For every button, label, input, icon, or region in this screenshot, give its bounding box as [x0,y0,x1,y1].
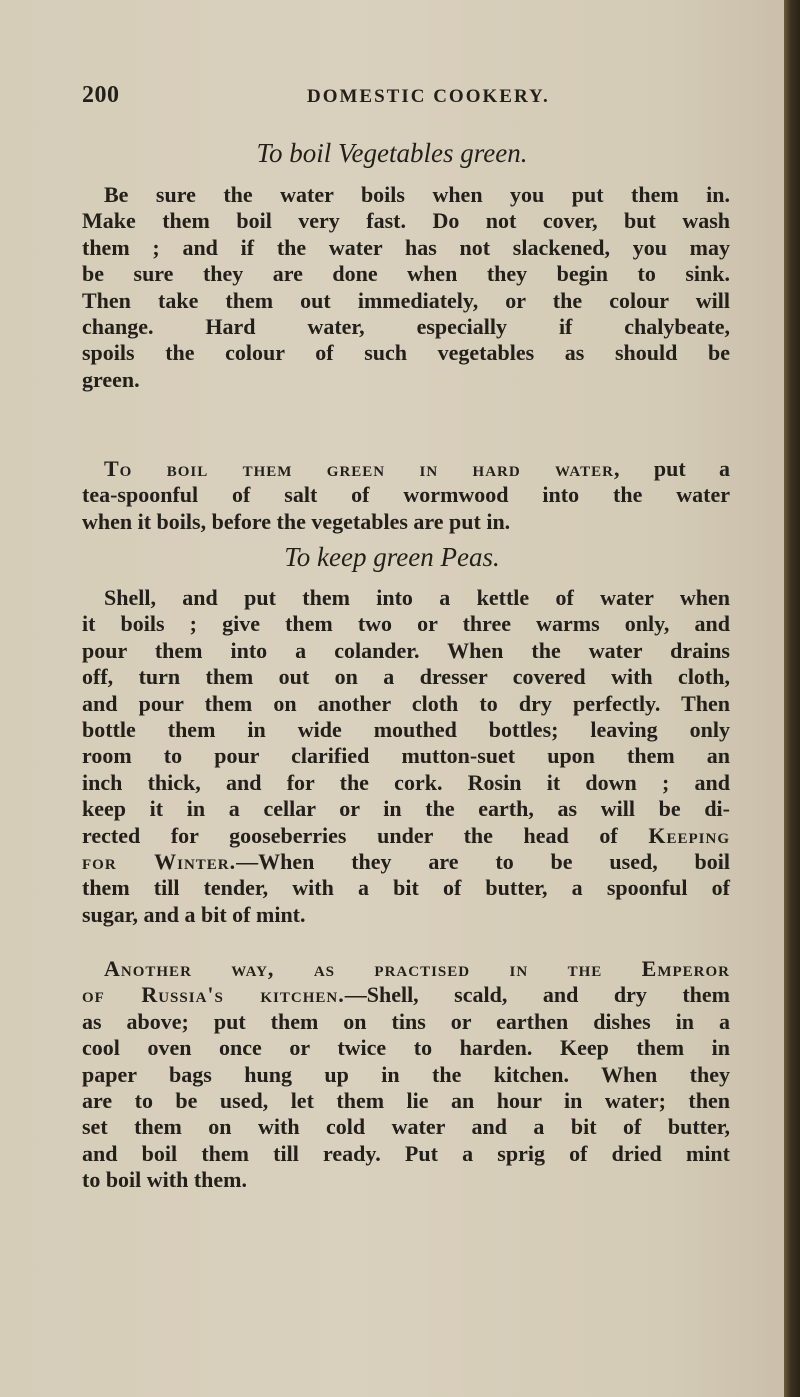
small-caps-ref: Keeping [648,822,731,848]
text-line: Then take them out immediately, or the colour will [82,287,730,313]
text-line: change. Hard water, especially if chalybeate, [82,314,730,340]
heading-boil-vegetables: To boil Vegetables green. [256,138,528,168]
paragraph-another-way [82,956,730,1194]
text-line: keep it in a cellar or in the earth, as will be di- [82,796,730,822]
book-title: DOMESTIC COOKERY. [307,86,550,107]
text-line [82,956,730,982]
text-line: when it boils, before the vegetables are put in. [82,508,511,534]
text-line: bottle them in wide mouthed bottles; leaving only [82,717,730,743]
text-line: to boil with them. [82,1167,247,1193]
line-rest: —When they are to be used, boil [236,849,731,875]
text-line: them till tender, with a bit of butter, a spoonful of [82,875,730,901]
text-line: Shell, and put them into a kettle of water when [104,585,730,610]
text-line: tea-spoonful of salt of wormwood into the water [82,482,730,508]
text-line: pour them into a colander. When the water drains [82,637,730,663]
small-caps-lead: Another way, as practised in the Emperor [104,956,730,981]
text-line: be sure they are done when they begin to sink. [82,261,730,287]
heading-keep-peas: To keep green Peas. [284,542,500,572]
page-number: 200 [82,82,120,108]
text-line: green. [82,366,140,392]
text-line: paper bags hung up in the kitchen. When they [82,1061,730,1087]
text-line: as above; put them on tins or earthen dishes in a [82,1008,730,1034]
text-line: cool oven once or twice to harden. Keep them in [82,1035,730,1061]
text-line: set them on with cold water and a bit of butter, [82,1114,730,1140]
text-line: Be sure the water boils when you put them in. [104,182,730,207]
text-line: sugar, and a bit of mint. [82,901,306,927]
text-line: them ; and if the water has not slackened, you may [82,234,730,260]
small-caps-ref: for Winter. [82,849,237,875]
text-line [82,849,730,875]
line-rest: put a [653,456,731,481]
text-line: off, turn them out on a dresser covered with cloth, [82,664,730,690]
text-line: and boil them till ready. Put a sprig of dried mint [82,1140,730,1166]
paragraph-keep-peas [82,585,730,928]
paragraph-hard-water [82,456,730,535]
text-line: room to pour clarified mutton-suet upon them an [82,743,730,769]
paragraph-boil-vegetables [82,182,730,393]
line-rest: —Shell, scald, and dry them [344,982,730,1008]
text-line: it boils ; give them two or three warms only, and [82,611,730,637]
text-line [82,456,730,482]
text-line [82,823,730,849]
small-caps-lead: of Russia's kitchen. [82,982,345,1008]
text-line [82,982,730,1008]
text-line: spoils the colour of such vegetables as should be [82,340,730,366]
text-line: inch thick, and for the cork. Rosin it down ; and [82,769,730,795]
text-line: Make them boil very fast. Do not cover, but wash [82,208,730,234]
text-line: and pour them on another cloth to dry perfectly. Then [82,690,730,716]
text-line: are to be used, let them lie an hour in water; then [82,1088,730,1114]
small-caps-lead: To boil them green in hard water, [104,456,621,481]
running-head [82,82,722,118]
line-start: rected for gooseberries under the head of [82,822,618,848]
book-spine-edge [784,0,800,1397]
